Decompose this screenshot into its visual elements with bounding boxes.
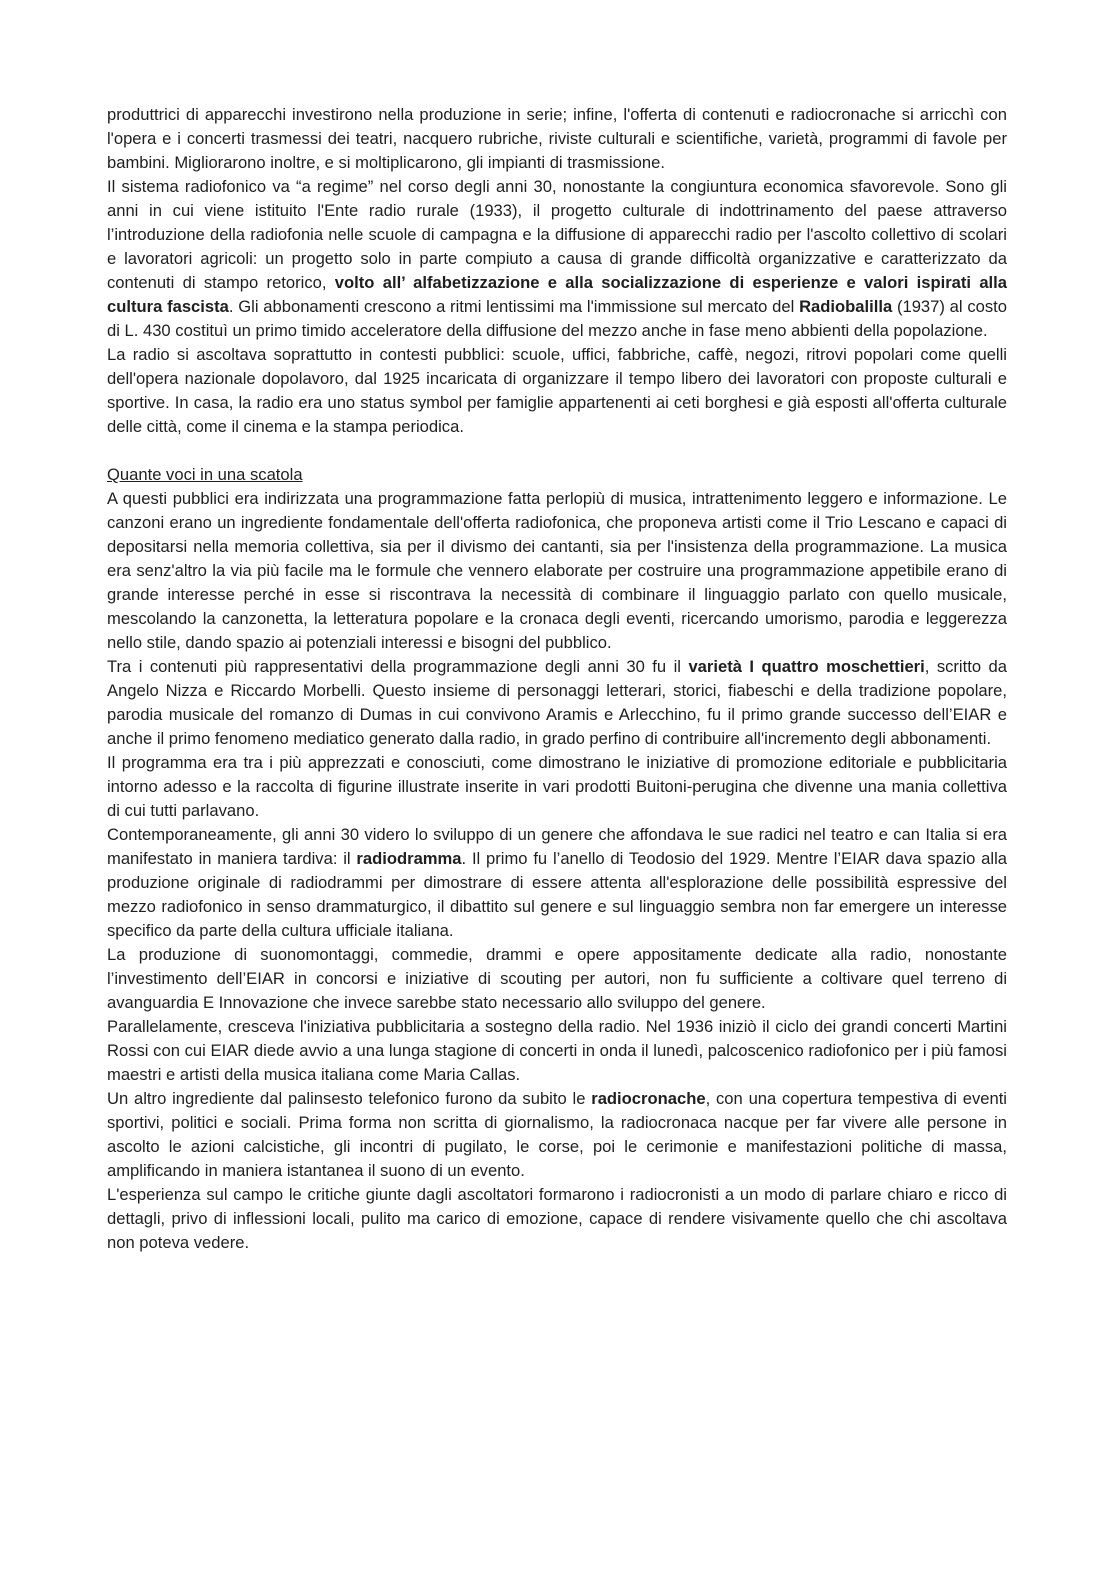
text-run: Il programma era tra i più apprezzati e conosciuti, come dimostrano le iniziative di promozione editoriale e pubblicitaria intorno adesso e la raccolta di figurine illustrate inserite in vari prodotti Buitoni-perugina che divenne una mania collettiva di cui tutti parlavano. bbox=[107, 753, 1007, 820]
text-run: La radio si ascoltava soprattutto in contesti pubblici: scuole, uffici, fabbriche, caffè, negozi, ritrovi popolari come quelli dell'opera nazionale dopolavoro, dal 1925 incaricata di organizzare il tempo libero dei lavoratori con proposte culturali e sportive. In casa, la radio era uno status symbol per famiglie appartenenti ai ceti borghesi e già esposti all'offerta culturale delle città, come il cinema e la stampa periodica. bbox=[107, 345, 1007, 436]
bold-text: volto all’ alfabetizzazione e alla socializzazione di esperienze e valori ispirati alla cultura fascista bbox=[107, 273, 1007, 316]
paragraph bbox=[107, 823, 1007, 943]
text-run: Tra i contenuti più rappresentativi della programmazione degli anni 30 fu il bbox=[107, 657, 689, 676]
text-run: produttrici di apparecchi investirono nella produzione in serie; infine, l'offerta di contenuti e radiocronache si arricchì con l'opera e i concerti trasmessi dei teatri, nacquero rubriche, riviste culturali e scientifiche, varietà, programmi di favole per bambini. Migliorarono inoltre, e si moltiplicarono, gli impianti di trasmissione. bbox=[107, 105, 1007, 172]
text-run: . Il primo fu l’anello di Teodosio del 1929. Mentre l’EIAR dava spazio alla produzione originale di radiodrammi per dimostrare di essere attenta all'esplorazione delle possibilità espressive del mezzo radiofonico in senso drammaturgico, il dibattito sul genere e sul linguaggio sembra non far emergere un interesse specifico da parte della cultura ufficiale italiana. bbox=[107, 849, 1007, 940]
text-run: (1937) al costo di L. 430 costituì un primo timido acceleratore della diffusione del mezzo anche in fase meno abbienti della popolazione. bbox=[107, 297, 1007, 340]
paragraph bbox=[107, 943, 1007, 1015]
text-run: La produzione di suonomontaggi, commedie, drammi e opere appositamente dedicate alla radio, nonostante l’investimento dell’EIAR in concorsi e iniziative di scouting per autori, non fu sufficiente a coltivare quel terreno di avanguardia E Innovazione che invece sarebbe stato necessario allo sviluppo del genere. bbox=[107, 945, 1007, 1012]
text-run: Un altro ingrediente dal palinsesto telefonico furono da subito le bbox=[107, 1089, 592, 1108]
text-run: , con una copertura tempestiva di eventi sportivi, politici e sociali. Prima forma non scritta di giornalismo, la radiocronaca nacque per far vivere alle persone in ascolto le azioni calcistiche, gli incontri di pugilato, le corse, poi le cerimonie e manifestazioni politiche di massa, amplificando in maniera istantanea il suono di un evento. bbox=[107, 1089, 1007, 1180]
text-run: , scritto da Angelo Nizza e Riccardo Morbelli. Questo insieme di personaggi letterari, storici, fiabeschi e della tradizione popolare, parodia musicale del romanzo di Dumas in cui convivono Aramis e Arlecchino, fu il primo grande successo dell’EIAR e anche il primo fenomeno mediatico generato dalla radio, in grado perfino di contribuire all'incremento degli abbonamenti. bbox=[107, 657, 1007, 748]
paragraph bbox=[107, 1087, 1007, 1183]
text-run: A questi pubblici era indirizzata una programmazione fatta perlopiù di musica, intrattenimento leggero e informazione. Le canzoni erano un ingrediente fondamentale dell'offerta radiofonica, che proponeva artisti come il Trio Lescano e capaci di depositarsi nella memoria collettiva, sia per il divismo dei cantanti, sia per l'insistenza della programmazione. La musica era senz'altro la via più facile ma le formule che vennero elaborate per costruire una programmazione appetibile erano di grande interesse perché in esse si riscontrava la necessità di combinare il linguaggio parlato con quello musicale, mescolando la canzonetta, la letteratura popolare e la cronaca degli eventi, ricercando umorismo, parodia e leggerezza nello stile, dando spazio ai potenziali interessi e bisogni del pubblico. bbox=[107, 489, 1007, 652]
bold-text: radiodramma bbox=[356, 849, 462, 868]
section-paragraphs bbox=[107, 487, 1007, 1255]
paragraph bbox=[107, 103, 1007, 175]
paragraph bbox=[107, 343, 1007, 439]
bold-text: radiocronache bbox=[591, 1089, 706, 1108]
text-run: Il sistema radiofonico va “a regime” nel corso degli anni 30, nonostante la congiuntura economica sfavorevole. Sono gli anni in cui viene istituito l'Ente radio rurale (1933), il progetto culturale di indottrinamento del paese attraverso l’introduzione della radiofonia nelle scuole di campagna e la diffusione di apparecchi radio per l'ascolto collettivo di scolari e lavoratori agricoli: un progetto solo in parte compiuto a causa di grande difficoltà organizzative e caratterizzato da contenuti di stampo retorico, bbox=[107, 177, 1007, 292]
paragraph bbox=[107, 1015, 1007, 1087]
text-run: . Gli abbonamenti crescono a ritmi lentissimi ma l'immissione sul mercato del bbox=[228, 297, 800, 316]
paragraph bbox=[107, 1183, 1007, 1255]
paragraph bbox=[107, 751, 1007, 823]
text-run: L'esperienza sul campo le critiche giunte dagli ascoltatori formarono i radiocronisti a un modo di parlare chiaro e ricco di dettagli, privo di inflessioni locali, pulito ma carico di emozione, capace di rendere visivamente quello che chi ascoltava non poteva vedere. bbox=[107, 1185, 1007, 1252]
bold-text: varietà I quattro moschettieri bbox=[688, 657, 925, 676]
paragraph bbox=[107, 655, 1007, 751]
text-run: Parallelamente, cresceva l'iniziativa pubblicitaria a sostegno della radio. Nel 1936 iniziò il ciclo dei grandi concerti Martini Rossi con cui EIAR diede avvio a una lunga stagione di concerti in onda il lunedì, palcoscenico radiofonico per i più famosi maestri e artisti della musica italiana come Maria Callas. bbox=[107, 1017, 1007, 1084]
paragraph bbox=[107, 487, 1007, 655]
document-body bbox=[107, 103, 1007, 1255]
section-heading: Quante voci in una scatola bbox=[107, 465, 303, 484]
bold-text: Radiobalilla bbox=[799, 297, 893, 316]
paragraph bbox=[107, 175, 1007, 343]
intro-paragraphs bbox=[107, 103, 1007, 439]
text-run: Contemporaneamente, gli anni 30 videro lo sviluppo di un genere che affondava le sue radici nel teatro e can Italia si era manifestato in maniera tardiva: il bbox=[107, 825, 1007, 868]
